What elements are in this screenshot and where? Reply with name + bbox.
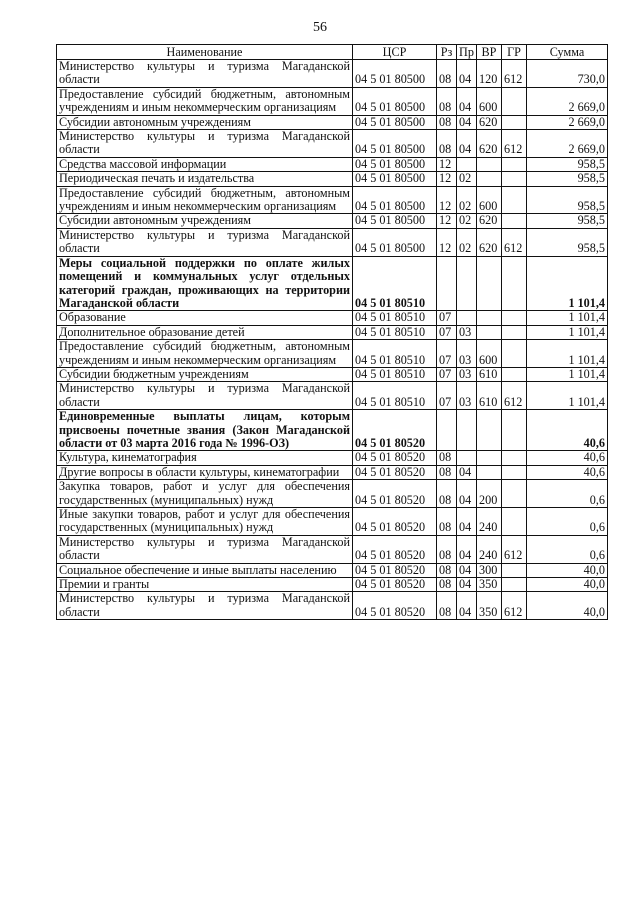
row-pr xyxy=(457,256,477,311)
row-gr: 612 xyxy=(502,60,527,88)
row-gr: 612 xyxy=(502,592,527,620)
row-csr: 04 5 01 80500 xyxy=(353,228,437,256)
row-csr: 04 5 01 80500 xyxy=(353,60,437,88)
row-sum: 958,5 xyxy=(527,186,608,214)
row-pr: 03 xyxy=(457,382,477,410)
row-vr: 200 xyxy=(477,480,502,508)
row-name: Другие вопросы в области культуры, кинематографии xyxy=(57,465,353,479)
row-sum: 40,6 xyxy=(527,451,608,465)
row-name: Субсидии автономным учреждениям xyxy=(57,115,353,129)
row-gr xyxy=(502,256,527,311)
row-sum: 2 669,0 xyxy=(527,115,608,129)
table-row xyxy=(57,87,608,115)
row-name: Министерство культуры и туризма Магаданской области xyxy=(57,130,353,158)
row-vr: 240 xyxy=(477,508,502,536)
row-vr: 610 xyxy=(477,367,502,381)
row-sum: 2 669,0 xyxy=(527,130,608,158)
row-rz: 08 xyxy=(437,592,457,620)
row-pr: 04 xyxy=(457,508,477,536)
row-rz: 07 xyxy=(437,311,457,325)
row-sum: 40,0 xyxy=(527,578,608,592)
header-vr: ВР xyxy=(477,45,502,60)
row-gr xyxy=(502,340,527,368)
row-pr: 04 xyxy=(457,130,477,158)
row-vr: 600 xyxy=(477,340,502,368)
row-rz: 12 xyxy=(437,228,457,256)
row-name: Министерство культуры и туризма Магаданской области xyxy=(57,382,353,410)
row-name: Министерство культуры и туризма Магаданской области xyxy=(57,592,353,620)
row-name: Министерство культуры и туризма Магаданской области xyxy=(57,535,353,563)
row-sum: 1 101,4 xyxy=(527,382,608,410)
row-rz: 07 xyxy=(437,340,457,368)
row-csr: 04 5 01 80500 xyxy=(353,157,437,171)
header-rz: Рз xyxy=(437,45,457,60)
row-pr: 04 xyxy=(457,87,477,115)
row-vr: 600 xyxy=(477,186,502,214)
row-sum: 0,6 xyxy=(527,480,608,508)
row-vr: 300 xyxy=(477,563,502,577)
row-rz: 07 xyxy=(437,367,457,381)
row-pr: 02 xyxy=(457,228,477,256)
row-sum: 0,6 xyxy=(527,508,608,536)
row-name: Единовременные выплаты лицам, которым присвоены почетные звания (Закон Магаданской области от 03 марта 2016 года № 1996-ОЗ) xyxy=(57,410,353,451)
row-gr xyxy=(502,563,527,577)
row-rz: 08 xyxy=(437,578,457,592)
row-csr: 04 5 01 80520 xyxy=(353,578,437,592)
table-row xyxy=(57,592,608,620)
table-row xyxy=(57,480,608,508)
row-sum: 2 669,0 xyxy=(527,87,608,115)
table-row xyxy=(57,340,608,368)
row-csr: 04 5 01 80500 xyxy=(353,130,437,158)
row-name: Министерство культуры и туризма Магаданской области xyxy=(57,60,353,88)
row-rz: 12 xyxy=(437,172,457,186)
row-sum: 40,0 xyxy=(527,563,608,577)
row-vr: 620 xyxy=(477,228,502,256)
table-row xyxy=(57,157,608,171)
row-rz: 12 xyxy=(437,157,457,171)
row-gr xyxy=(502,367,527,381)
row-gr xyxy=(502,465,527,479)
row-pr: 02 xyxy=(457,172,477,186)
row-csr: 04 5 01 80520 xyxy=(353,535,437,563)
row-rz: 08 xyxy=(437,480,457,508)
header-sum: Сумма xyxy=(527,45,608,60)
row-gr: 612 xyxy=(502,228,527,256)
row-rz: 08 xyxy=(437,60,457,88)
table-row xyxy=(57,115,608,129)
row-sum: 958,5 xyxy=(527,157,608,171)
row-csr: 04 5 01 80500 xyxy=(353,87,437,115)
row-csr: 04 5 01 80520 xyxy=(353,451,437,465)
row-vr: 620 xyxy=(477,115,502,129)
row-name: Предоставление субсидий бюджетным, автономным учреждениям и иным некоммерческим организациям xyxy=(57,186,353,214)
table-row xyxy=(57,451,608,465)
row-csr: 04 5 01 80500 xyxy=(353,214,437,228)
row-name: Предоставление субсидий бюджетным, автономным учреждениям и иным некоммерческим организациям xyxy=(57,340,353,368)
row-sum: 40,6 xyxy=(527,410,608,451)
row-vr xyxy=(477,311,502,325)
row-vr xyxy=(477,172,502,186)
row-pr: 04 xyxy=(457,115,477,129)
row-sum: 958,5 xyxy=(527,172,608,186)
table-row xyxy=(57,214,608,228)
row-csr: 04 5 01 80510 xyxy=(353,325,437,339)
table-row xyxy=(57,382,608,410)
table-row xyxy=(57,410,608,451)
row-gr: 612 xyxy=(502,130,527,158)
row-vr: 350 xyxy=(477,592,502,620)
row-rz: 12 xyxy=(437,214,457,228)
row-csr: 04 5 01 80520 xyxy=(353,592,437,620)
header-gr: ГР xyxy=(502,45,527,60)
row-csr: 04 5 01 80520 xyxy=(353,465,437,479)
row-gr xyxy=(502,480,527,508)
row-name: Средства массовой информации xyxy=(57,157,353,171)
table-row xyxy=(57,311,608,325)
row-vr xyxy=(477,465,502,479)
row-pr: 03 xyxy=(457,340,477,368)
table-row xyxy=(57,508,608,536)
header-csr: ЦСР xyxy=(353,45,437,60)
row-vr: 350 xyxy=(477,578,502,592)
row-vr: 120 xyxy=(477,60,502,88)
row-vr: 610 xyxy=(477,382,502,410)
row-gr xyxy=(502,87,527,115)
row-name: Периодическая печать и издательства xyxy=(57,172,353,186)
row-csr: 04 5 01 80510 xyxy=(353,311,437,325)
row-pr: 04 xyxy=(457,563,477,577)
row-csr: 04 5 01 80520 xyxy=(353,480,437,508)
row-rz: 07 xyxy=(437,382,457,410)
row-csr: 04 5 01 80510 xyxy=(353,367,437,381)
row-sum: 1 101,4 xyxy=(527,325,608,339)
row-pr: 02 xyxy=(457,214,477,228)
table-row xyxy=(57,130,608,158)
table-body xyxy=(57,60,608,620)
row-name: Министерство культуры и туризма Магаданской области xyxy=(57,228,353,256)
row-gr xyxy=(502,172,527,186)
row-pr: 04 xyxy=(457,60,477,88)
table-row xyxy=(57,578,608,592)
row-gr: 612 xyxy=(502,382,527,410)
row-rz: 08 xyxy=(437,508,457,536)
row-vr: 240 xyxy=(477,535,502,563)
table-row xyxy=(57,465,608,479)
budget-table xyxy=(56,44,608,620)
table-row xyxy=(57,256,608,311)
row-vr: 620 xyxy=(477,214,502,228)
row-sum: 958,5 xyxy=(527,214,608,228)
table-row xyxy=(57,228,608,256)
row-rz: 07 xyxy=(437,325,457,339)
row-gr xyxy=(502,508,527,536)
row-vr: 600 xyxy=(477,87,502,115)
row-csr: 04 5 01 80520 xyxy=(353,563,437,577)
row-name: Социальное обеспечение и иные выплаты населению xyxy=(57,563,353,577)
row-name: Субсидии автономным учреждениям xyxy=(57,214,353,228)
row-vr xyxy=(477,325,502,339)
row-name: Субсидии бюджетным учреждениям xyxy=(57,367,353,381)
row-vr xyxy=(477,410,502,451)
row-csr: 04 5 01 80500 xyxy=(353,172,437,186)
row-pr: 03 xyxy=(457,325,477,339)
row-gr xyxy=(502,451,527,465)
table-header-row xyxy=(57,45,608,60)
row-pr: 03 xyxy=(457,367,477,381)
row-gr xyxy=(502,157,527,171)
row-pr: 04 xyxy=(457,535,477,563)
header-pr: Пр xyxy=(457,45,477,60)
row-pr xyxy=(457,157,477,171)
row-sum: 1 101,4 xyxy=(527,340,608,368)
row-csr: 04 5 01 80510 xyxy=(353,340,437,368)
row-vr xyxy=(477,157,502,171)
row-name: Иные закупки товаров, работ и услуг для обеспечения государственных (муниципальных) нужд xyxy=(57,508,353,536)
row-csr: 04 5 01 80500 xyxy=(353,186,437,214)
row-csr: 04 5 01 80520 xyxy=(353,410,437,451)
row-sum: 1 101,4 xyxy=(527,367,608,381)
row-csr: 04 5 01 80500 xyxy=(353,115,437,129)
row-sum: 1 101,4 xyxy=(527,311,608,325)
page-number: 56 xyxy=(313,20,327,35)
row-csr: 04 5 01 80520 xyxy=(353,508,437,536)
row-gr xyxy=(502,325,527,339)
row-vr: 620 xyxy=(477,130,502,158)
row-gr: 612 xyxy=(502,535,527,563)
row-name: Образование xyxy=(57,311,353,325)
row-pr: 02 xyxy=(457,186,477,214)
row-rz: 08 xyxy=(437,115,457,129)
row-sum: 958,5 xyxy=(527,228,608,256)
table-row xyxy=(57,563,608,577)
row-gr xyxy=(502,214,527,228)
row-rz: 08 xyxy=(437,130,457,158)
table-row xyxy=(57,535,608,563)
row-pr: 04 xyxy=(457,592,477,620)
row-gr xyxy=(502,115,527,129)
row-pr: 04 xyxy=(457,465,477,479)
row-vr xyxy=(477,256,502,311)
row-csr: 04 5 01 80510 xyxy=(353,256,437,311)
row-sum: 730,0 xyxy=(527,60,608,88)
row-name: Дополнительное образование детей xyxy=(57,325,353,339)
row-name: Закупка товаров, работ и услуг для обеспечения государственных (муниципальных) нужд xyxy=(57,480,353,508)
row-rz: 08 xyxy=(437,465,457,479)
row-name: Меры социальной поддержки по оплате жилых помещений и коммунальных услуг отдельных категорий граждан, проживающих на территории Магаданской области xyxy=(57,256,353,311)
row-gr xyxy=(502,410,527,451)
row-rz: 12 xyxy=(437,186,457,214)
row-rz xyxy=(437,410,457,451)
row-pr: 04 xyxy=(457,578,477,592)
table-row xyxy=(57,367,608,381)
row-rz: 08 xyxy=(437,87,457,115)
row-sum: 0,6 xyxy=(527,535,608,563)
row-gr xyxy=(502,578,527,592)
row-pr xyxy=(457,410,477,451)
row-rz: 08 xyxy=(437,535,457,563)
row-rz xyxy=(437,256,457,311)
row-name: Премии и гранты xyxy=(57,578,353,592)
table-row xyxy=(57,172,608,186)
row-rz: 08 xyxy=(437,563,457,577)
row-sum: 40,6 xyxy=(527,465,608,479)
row-gr xyxy=(502,186,527,214)
row-pr: 04 xyxy=(457,480,477,508)
row-sum: 40,0 xyxy=(527,592,608,620)
row-name: Предоставление субсидий бюджетным, автономным учреждениям и иным некоммерческим организациям xyxy=(57,87,353,115)
table-row xyxy=(57,186,608,214)
row-pr xyxy=(457,311,477,325)
row-vr xyxy=(477,451,502,465)
row-sum: 1 101,4 xyxy=(527,256,608,311)
row-gr xyxy=(502,311,527,325)
row-name: Культура, кинематография xyxy=(57,451,353,465)
row-csr: 04 5 01 80510 xyxy=(353,382,437,410)
row-pr xyxy=(457,451,477,465)
row-rz: 08 xyxy=(437,451,457,465)
header-name: Наименование xyxy=(57,45,353,60)
table-row xyxy=(57,325,608,339)
table-row xyxy=(57,60,608,88)
